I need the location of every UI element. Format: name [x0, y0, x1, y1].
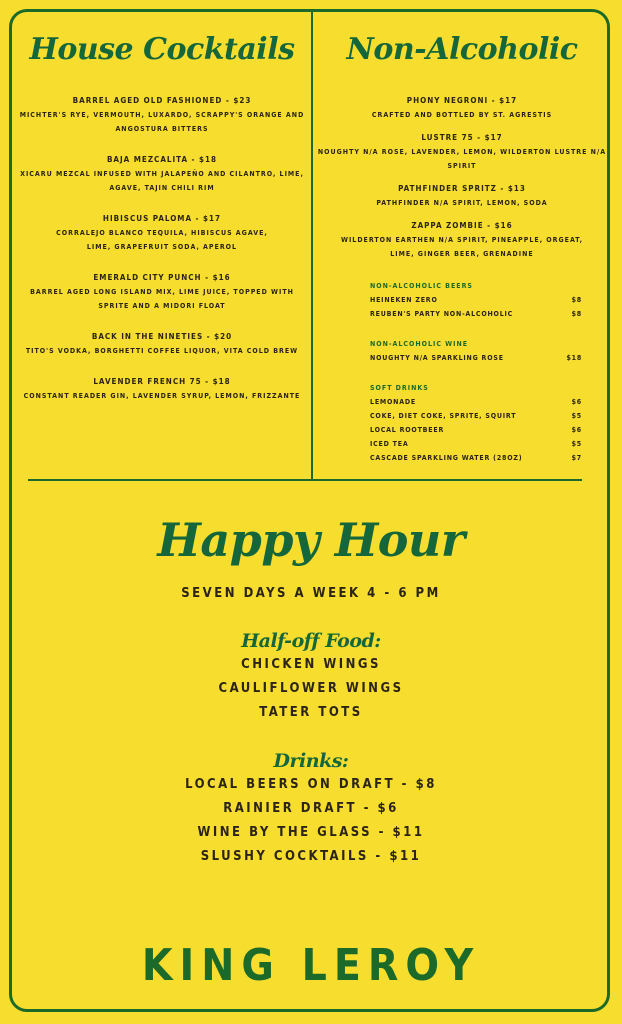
row-price: $7: [571, 454, 582, 462]
drink-item: SLUSHY COCKTAILS - $11: [200, 849, 422, 864]
row-name: ICED TEA: [370, 440, 409, 448]
item-name: ZAPPA ZOMBIE - $16: [411, 221, 513, 230]
na-beers-group: [370, 279, 582, 321]
drink-item: RAINIER DRAFT - $6: [223, 801, 399, 816]
item-name: BAJA MEZCALITA - $18: [106, 155, 218, 164]
menu-item: [316, 131, 608, 173]
item-name: EMERALD CITY PUNCH - $16: [93, 273, 231, 282]
menu-item: [14, 375, 310, 403]
subsection-heading: SOFT DRINKS: [370, 384, 429, 392]
row-name: CASCADE SPARKLING WATER (28OZ): [370, 454, 523, 462]
drink-item: LOCAL BEERS ON DRAFT - $8: [185, 777, 437, 792]
price-row: [370, 307, 582, 321]
drink-item: WINE BY THE GLASS - $11: [197, 825, 425, 840]
menu-item: [316, 219, 608, 261]
menu-item: [14, 271, 310, 313]
item-name: LAVENDER FRENCH 75 - $18: [93, 377, 231, 386]
row-price: $8: [571, 310, 582, 318]
item-name: BACK IN THE NINETIES - $20: [91, 332, 233, 341]
non-alcoholic-section: [316, 28, 608, 481]
menu-item: [14, 94, 310, 136]
row-price: $5: [571, 440, 582, 448]
soft-drinks-group: [370, 381, 582, 465]
drinks-heading: Drinks:: [273, 750, 349, 772]
item-description: CORRALEJO BLANCO TEQUILA, HIBISCUS AGAVE, LIME, GRAPEFRUIT SODA, APEROL: [56, 229, 268, 251]
row-name: REUBEN'S PARTY NON-ALCOHOLIC: [370, 310, 514, 318]
row-price: $6: [571, 426, 582, 434]
menu-item: [14, 212, 310, 254]
brand-logo: KING LEROY: [141, 940, 481, 991]
row-price: $8: [571, 296, 582, 304]
subsection-heading: NON-ALCOHOLIC BEERS: [370, 282, 473, 290]
row-name: LEMONADE: [370, 398, 417, 406]
item-description: CONSTANT READER GIN, LAVENDER SYRUP, LEMON, FRIZZANTE: [23, 392, 301, 400]
row-name: LOCAL ROOTBEER: [370, 426, 445, 434]
item-description: PATHFINDER N/A SPIRIT, LEMON, SODA: [376, 199, 548, 207]
happy-hour-section: [0, 500, 622, 869]
happy-hour-schedule: SEVEN DAYS A WEEK 4 - 6 PM: [181, 586, 441, 601]
item-description: NOUGHTY N/A ROSE, LAVENDER, LEMON, WILDERTON LUSTRE N/A SPIRIT: [317, 148, 607, 170]
menu-item: [14, 153, 310, 195]
house-cocktails-section: [14, 28, 310, 420]
menu-item: [316, 94, 608, 122]
na-wine-group: [370, 337, 582, 365]
row-name: COKE, DIET COKE, SPRITE, SQUIRT: [370, 412, 517, 420]
column-divider: [311, 9, 313, 480]
menu-item: [316, 182, 608, 210]
price-row: [370, 423, 582, 437]
price-row: [370, 351, 582, 365]
price-row: [370, 293, 582, 307]
item-name: PATHFINDER SPRITZ - $13: [398, 184, 526, 193]
subsection-heading: NON-ALCOHOLIC WINE: [370, 340, 469, 348]
item-name: BARREL AGED OLD FASHIONED - $23: [72, 96, 252, 105]
section-title: Non-Alcoholic: [346, 32, 578, 67]
food-heading: Half-off Food:: [241, 630, 381, 652]
item-description: WILDERTON EARTHEN N/A SPIRIT, PINEAPPLE, ORGEAT, LIME, GINGER BEER, GRENADINE: [341, 236, 583, 258]
happy-hour-title: Happy Hour: [157, 513, 465, 567]
food-item: CAULIFLOWER WINGS: [218, 681, 404, 696]
price-row: [370, 395, 582, 409]
item-description: XICARU MEZCAL INFUSED WITH JALAPEÑO AND CILANTRO, LIME, AGAVE, TAJIN CHILI RIM: [20, 170, 304, 192]
item-name: PHONY NEGRONI - $17: [406, 96, 518, 105]
row-name: HEINEKEN ZERO: [370, 296, 438, 304]
price-row: [370, 451, 582, 465]
item-description: TITO'S VODKA, BORGHETTI COFFEE LIQUOR, VITA COLD BREW: [25, 347, 299, 355]
food-item: TATER TOTS: [259, 705, 363, 720]
section-title: House Cocktails: [29, 32, 295, 67]
item-name: HIBISCUS PALOMA - $17: [102, 214, 222, 223]
item-description: BARREL AGED LONG ISLAND MIX, LIME JUICE, TOPPED WITH SPRITE AND A MIDORI FLOAT: [30, 288, 294, 310]
food-item: CHICKEN WINGS: [241, 657, 381, 672]
item-name: LUSTRE 75 - $17: [421, 133, 503, 142]
row-price: $6: [571, 398, 582, 406]
row-price: $18: [566, 354, 582, 362]
row-price: $5: [571, 412, 582, 420]
price-row: [370, 409, 582, 423]
price-row: [370, 437, 582, 451]
price-lists: [370, 279, 582, 465]
item-description: MICHTER'S RYE, VERMOUTH, LUXARDO, SCRAPPY'S ORANGE AND ANGOSTURA BITTERS: [19, 111, 305, 133]
row-name: NOUGHTY N/A SPARKLING ROSE: [370, 354, 504, 362]
item-description: CRAFTED AND BOTTLED BY ST. AGRESTIS: [371, 111, 553, 119]
menu-item: [14, 330, 310, 358]
